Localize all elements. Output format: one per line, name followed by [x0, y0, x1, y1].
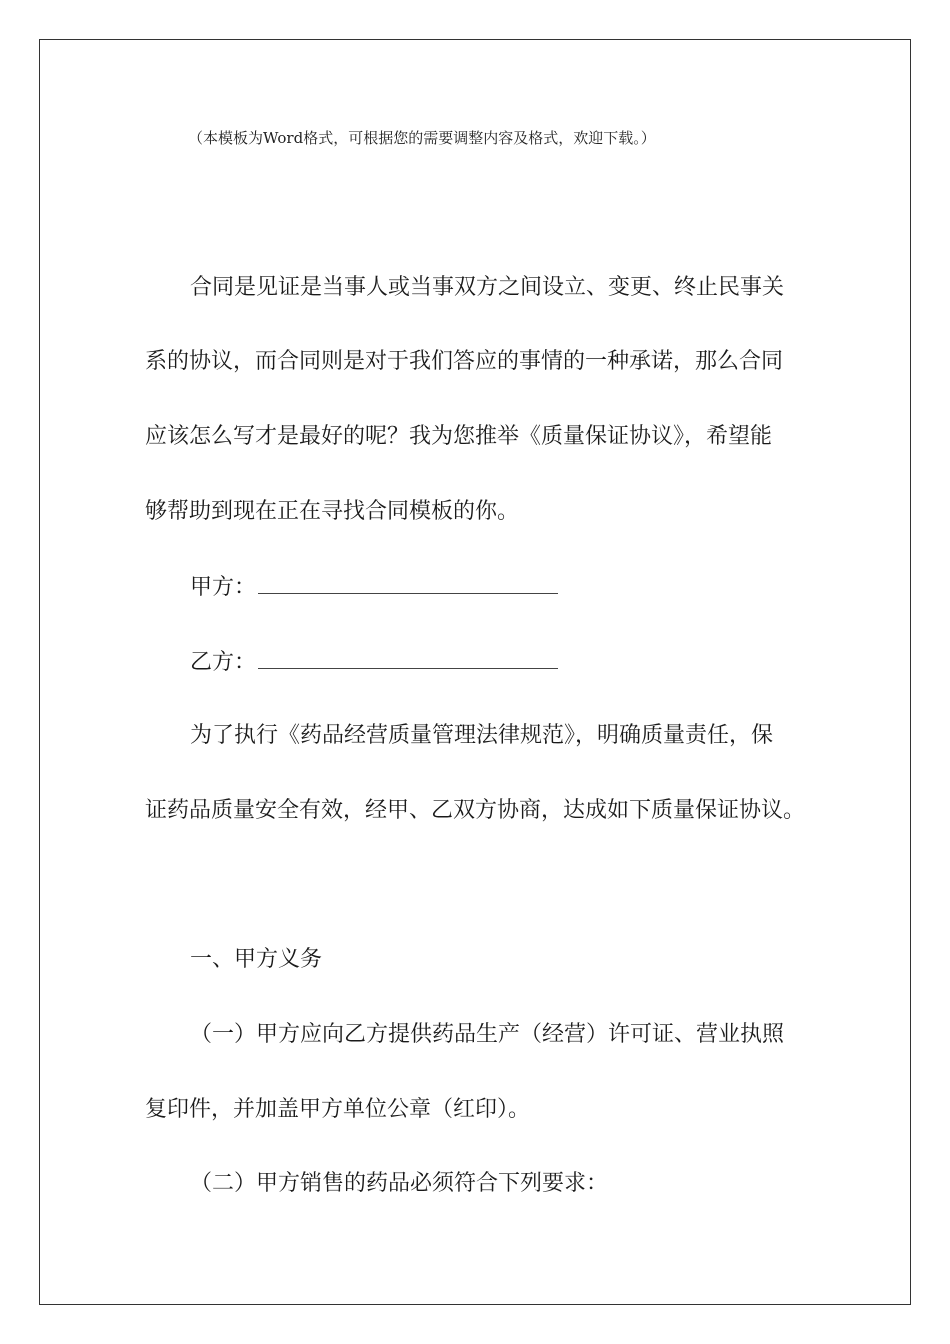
- party-a-label: 甲方：: [190, 575, 257, 600]
- item-1-line-1: （一）甲方应向乙方提供药品生产（经营）许可证、营业执照: [190, 1022, 785, 1047]
- template-note: （本模板为Word格式，可根据您的需要调整内容及格式，欢迎下载。）: [188, 129, 656, 147]
- party-a-row: [190, 573, 558, 602]
- intro-line-3: 应该怎么写才是最好的呢？我为您推举《质量保证协议》，希望能: [145, 424, 773, 449]
- party-b-blank-line: [258, 648, 558, 669]
- purpose-line-2: 证药品质量安全有效，经甲、乙双方协商，达成如下质量保证协议。: [145, 798, 806, 823]
- item-1-line-2: 复印件，并加盖甲方单位公章（红印）。: [145, 1097, 531, 1122]
- intro-line-1: 合同是见证是当事人或当事双方之间设立、变更、终止民事关: [190, 275, 785, 300]
- item-2: （二）甲方销售的药品必须符合下列要求：: [190, 1171, 609, 1196]
- section-heading: 一、甲方义务: [190, 947, 323, 972]
- intro-line-2: 系的协议，而合同则是对于我们答应的事情的一种承诺，那么合同: [145, 349, 784, 374]
- intro-line-4: 够帮助到现在正在寻找合同模板的你。: [145, 499, 520, 524]
- party-a-blank-line: [258, 573, 558, 594]
- party-b-label: 乙方：: [190, 650, 257, 675]
- purpose-line-1: 为了执行《药品经营质量管理法律规范》，明确质量责任，保: [190, 723, 774, 748]
- party-b-row: [190, 648, 558, 677]
